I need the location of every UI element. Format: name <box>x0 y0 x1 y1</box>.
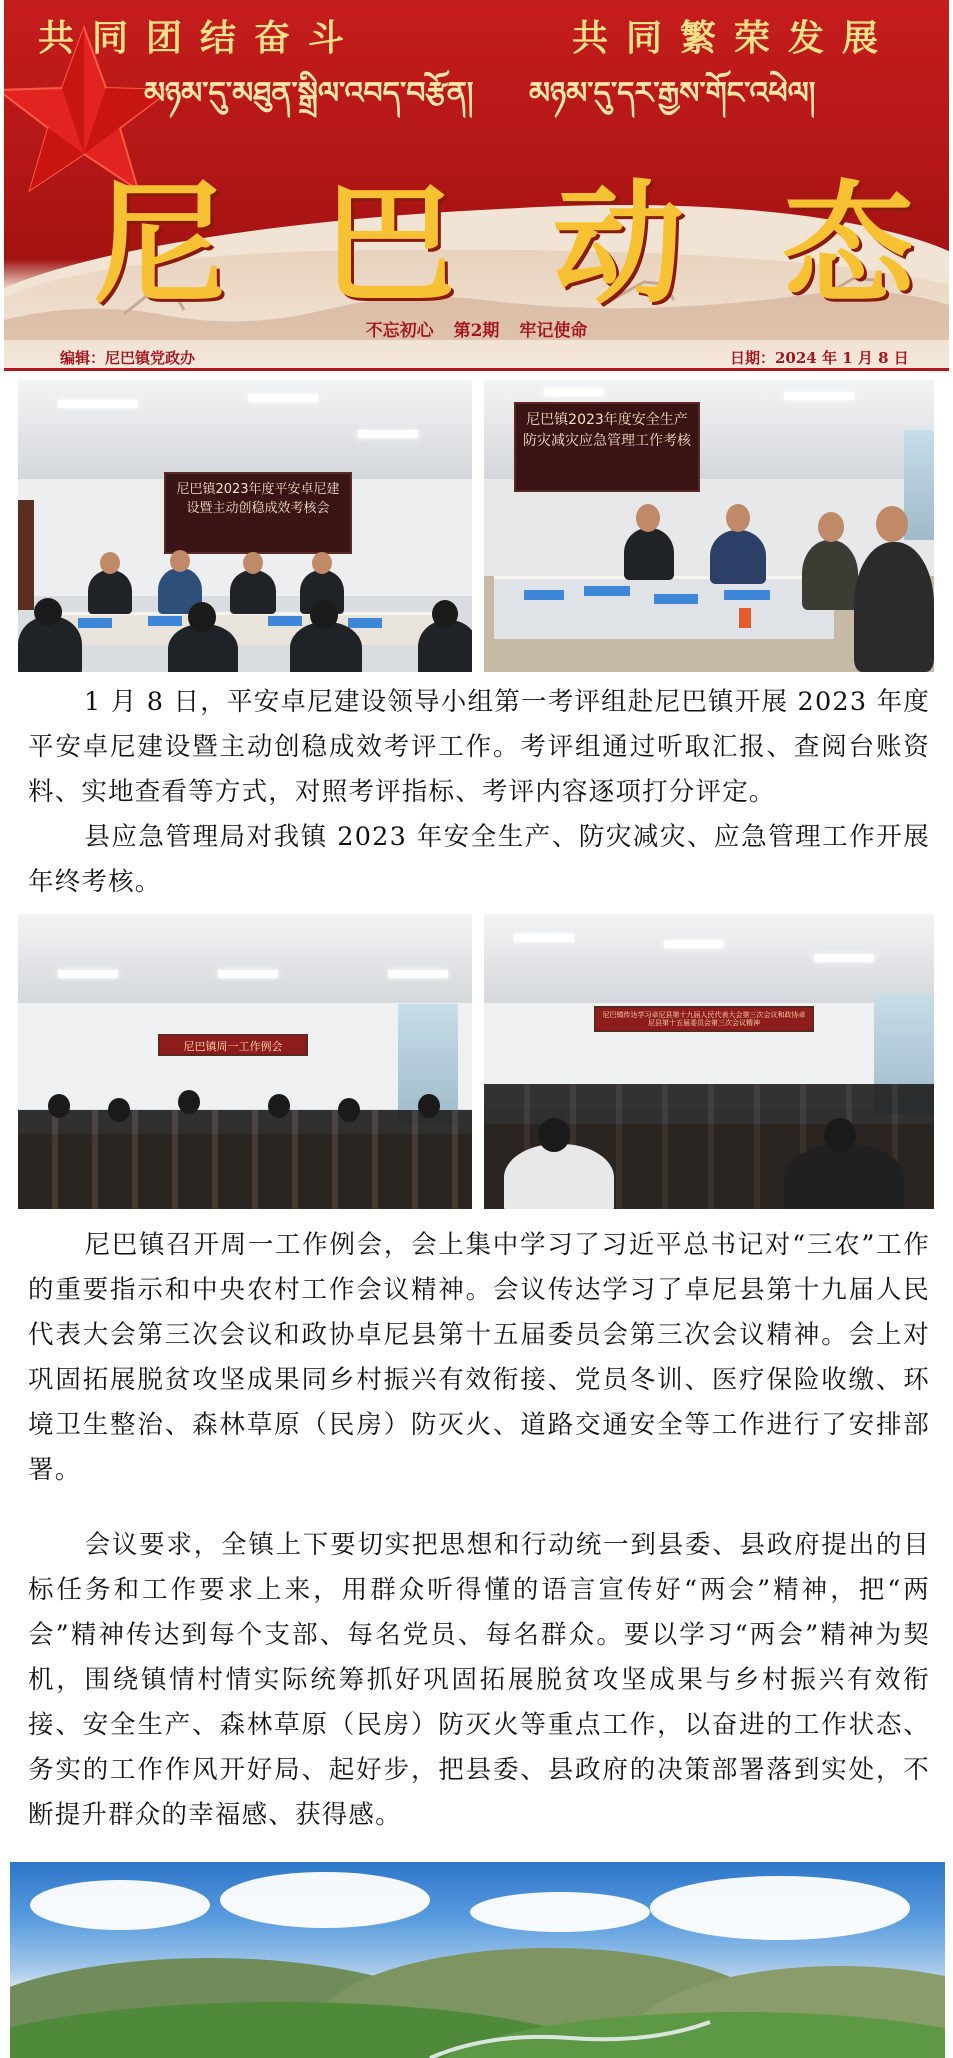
meeting-screen: 尼巴镇2023年度安全生产防灾减灾应急管理工作考核 <box>514 402 700 492</box>
title-char: 巴 <box>323 167 456 322</box>
paragraph-text: 会议要求，全镇上下要切实把思想和行动统一到县委、县政府提出的目标任务和工作要求上来，用群众听得懂的语言宣传好“两会”精神，把“两会”精神传达到每个支部、每名党员、每名群众。要以学习“两会”精神为契机，围绕镇情村情实际统筹抓好巩固拓展脱贫攻坚成果与乡村振兴有效衔接、安全生产、森林草原（民房）防灭火等重点工作，以奋进的工作状态、务实的工作作风开好局、起好步，把县委、县政府的决策部署落到实处，不断提升群众的幸福感、获得感。 <box>28 1530 930 1830</box>
newsletter-title <box>94 138 914 328</box>
photo-safety-assessment <box>484 380 934 672</box>
meeting-screen: 尼巴镇2023年度平安卓尼建设暨主动创稳成效考核会 <box>164 472 352 554</box>
tibetan-slogan-prosperity: མཉམ་དུ་དར་རྒྱས་གོང་འཕེལ། <box>529 76 816 111</box>
header-divider <box>4 368 949 371</box>
photo-two-sessions-study <box>484 914 934 1209</box>
slogan-unity: 共同团结奋斗 <box>38 17 363 59</box>
article-paragraph-3 <box>28 1223 930 1493</box>
article-paragraph-2 <box>28 815 930 905</box>
photo-assessment-meeting <box>18 380 472 672</box>
meeting-screen: 尼巴镇传达学习卓尼县第十九届人民代表大会第三次会议和政协卓尼县第十五届委员会第三次会议精神 <box>594 1006 814 1032</box>
article-paragraph-4 <box>28 1523 930 1838</box>
issue-date: 日期：2024 年 1 月 8 日 <box>730 349 909 367</box>
paragraph-text: 尼巴镇召开周一工作例会，会上集中学习了习近平总书记对“三农”工作的重要指示和中央农村工作会议精神。会议传达学习了卓尼县第十九届人民代表大会第三次会议和政协卓尼县第十五届委员会第三次会议精神。会上对巩固拓展脱贫攻坚成果同乡村振兴有效衔接、党员冬训、医疗保险收缴、环境卫生整治、森林草原（民房）防灭火、道路交通安全等工作进行了安排部署。 <box>28 1230 930 1485</box>
masthead-banner <box>4 0 949 370</box>
editor-credit: 编辑：尼巴镇党政办 <box>60 349 196 367</box>
photo-monday-meeting <box>18 914 472 1209</box>
issue-line: 不忘初心 第2期 牢记使命 <box>365 321 588 341</box>
paragraph-text: 1 月 8 日，平安卓尼建设领导小组第一考评组赴尼巴镇开展 2023 年度平安卓尼建设暨主动创稳成效考评工作。考评组通过听取汇报、查阅台账资料、实地查看等方式，对照考评指标、考评内容逐项打分评定。 <box>28 687 930 807</box>
paragraph-text: 县应急管理局对我镇 2023 年安全生产、防灾减灾、应急管理工作开展年终考核。 <box>28 822 930 897</box>
river-icon <box>10 2012 945 2058</box>
article-paragraph-1 <box>28 680 930 815</box>
grassland-landscape-photo <box>10 1862 945 2058</box>
meeting-screen: 尼巴镇周一工作例会 <box>158 1034 308 1056</box>
title-char: 尼 <box>94 167 226 322</box>
slogan-prosperity: 共同繁荣发展 <box>572 17 897 59</box>
title-char: 态 <box>781 167 914 322</box>
title-char: 动 <box>552 167 685 322</box>
tibetan-slogan-unity: མཉམ་དུ་མཐུན་སྒྲིལ་འབད་བརྩོན། <box>144 76 474 111</box>
